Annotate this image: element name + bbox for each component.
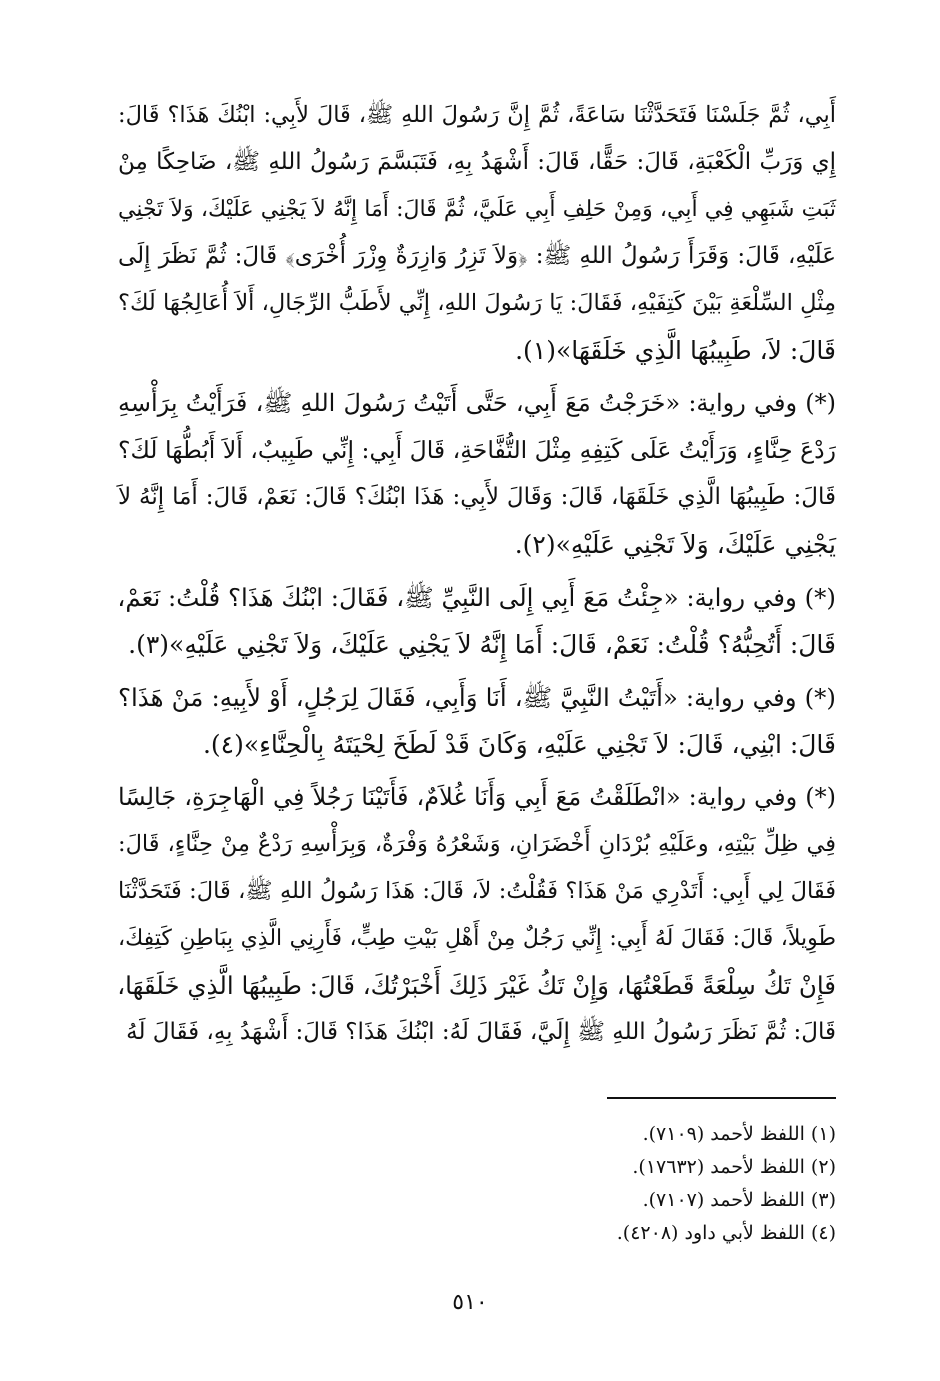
page-number: ٥١٠ [452,1290,488,1315]
text-line: قَالَ: ثُمَّ نَظَرَ رَسُولُ اللهِ ﷺ إِلَيَّ، فَقَالَ لَهُ: ابْنُكَ هَذَا؟ قَالَ: أَشْهَدُ بِهِ، فَقَالَ لَهُ [126,1019,836,1045]
text-line: قَالَ: أَتُحِبُّهُ؟ قُلْتُ: نَعَمْ، قَالَ: أَمَا إِنَّهُ لاَ يَجْنِي عَلَيْكَ، وَلاَ تَجْنِي عَلَيْهِ»(٣). [128,630,836,659]
footnote: (١) اللفظ لأحمد (٧١٠٩). [642,1123,836,1145]
footnote: (٤) اللفظ لأبي داود (٤٢٠٨). [616,1222,836,1244]
footnote-divider [607,1097,836,1099]
text-line: (*) وفي رواية: «أَتَيْتُ النَّبِيَّ ﷺ، أَنَا وَأَبِي، فَقَالَ لِرَجُلٍ، أَوْ لأَبِيهِ: مَنْ هَذَا؟ [118,683,836,712]
paragraph [118,674,836,768]
text-line: عَلَيْهِ، قَالَ: وَقَرَأَ رَسُولُ اللهِ ﷺ: ﴿وَلاَ تَزِرُ وَازِرَةٌ وِزْرَ أُخْرَى﴾ قَالَ: ثُمَّ نَظَرَ إِلَى [118,243,836,269]
text-line: فِي ظِلِّ بَيْتِهِ، وعَلَيْهِ بُرْدَانِ أَخْضَرَانِ، وَشَعْرُهُ وَفْرَةٌ، وَبِرَأْسِهِ رَدْعٌ مِنْ حِنَّاءٍ، قَالَ: [118,831,836,857]
footnote: (٢) اللفظ لأحمد (١٧٦٣٢). [632,1156,836,1178]
text-line: رَدْعَ حِنَّاءٍ، وَرَأَيْتُ عَلَى كَتِفِهِ مِثْلَ التُّفَّاحَةِ، قَالَ أَبِي: إِنِّي طَبِيبٌ، أَلاَ أَبُطُّهَا لَكَ؟ [118,436,836,464]
footnote: (٣) اللفظ لأحمد (٧١٠٧). [642,1189,836,1211]
main-text [118,92,836,1062]
text-line: ثَبَتِ شَبَهِي فِي أَبِي، وَمِنْ حَلِفِ أَبِي عَلَيَّ، ثُمَّ قَالَ: أَمَا إِنَّهُ لاَ يَجْنِي عَلَيْكَ، وَلاَ تَجْنِي [118,197,836,222]
text-line: طَوِيلاً، قَالَ: فَقَالَ لَهُ أَبِي: إِنِّي رَجُلٌ مِنْ أَهْلِ بَيْتِ طِبٍّ، فَأَرِنِي الَّذِي بِبَاطِنِ كَتِفِكَ، [118,926,836,951]
text-line: (*) وفي رواية: «جِئْتُ مَعَ أَبِي إِلَى النَّبِيِّ ﷺ، فَقَالَ: ابْنُكَ هَذَا؟ قُلْتُ: نَعَمْ، [117,583,836,612]
text-line: إِي وَرَبِّ الْكَعْبَةِ، قَالَ: حَقًّا، قَالَ: أَشْهَدُ بِهِ، فَتَبَسَّمَ رَسُولُ اللهِ ﷺ، ضَاحِكًا مِنْ [118,149,836,175]
text-line: فَقَالَ لِي أَبِي: أَتَدْرِي مَنْ هَذَا؟ فَقُلْتُ: لاَ، قَالَ: هَذَا رَسُولُ اللهِ ﷺ، قَالَ: فَتَحَدَّثْنَا [118,878,836,904]
text-line: مِثْلِ السِّلْعَةِ بَيْنَ كَتِفَيْهِ، فَقَالَ: يَا رَسُولَ اللهِ، إِنِّي لأَطَبُّ الرِّجَالِ، أَلاَ أُعَالِجُهَا لَكَ؟ [118,290,836,316]
paragraph [118,380,836,568]
paragraph [118,574,836,668]
text-line: (*) وفي رواية: «خَرَجْتُ مَعَ أَبِي، حَتَّى أَتَيْتُ رَسُولَ اللهِ ﷺ، فَرَأَيْتُ بِرَأْسِهِ [118,389,836,417]
text-line: فَإِنْ تَكُ سِلْعَةً قَطَعْتُهَا، وَإِنْ تَكُ غَيْرَ ذَلِكَ أَخْبَرْتُكَ، قَالَ: طَبِيبُهَا الَّذِي خَلَقَهَا، [117,971,836,1000]
footnotes [470,1118,836,1250]
text-line: قَالَ: لاَ، طَبِيبُهَا الَّذِي خَلَقَهَا»(١). [515,336,836,365]
text-line: يَجْنِي عَلَيْكَ، وَلاَ تَجْنِي عَلَيْهِ»(٢). [514,530,836,559]
text-line: أَبِي، ثُمَّ جَلَسْنَا فَتَحَدَّثْنَا سَاعَةً، ثُمَّ إِنَّ رَسُولَ اللهِ ﷺ، قَالَ لأَبِي: ابْنُكَ هَذَا؟ قَالَ: [118,102,836,128]
text-line: قَالَ: طَبِيبُهَا الَّذِي خَلَقَهَا، قَالَ: وَقَالَ لأَبِي: هَذَا ابْنُكَ؟ قَالَ: نَعَمْ، قَالَ: أَمَا إِنَّهُ لاَ [118,484,836,510]
paragraph [118,92,836,374]
text-line: قَالَ: ابْنِي، قَالَ: لاَ تَجْنِي عَلَيْهِ، وَكَانَ قَدْ لَطَخَ لِحْيَتَهُ بِالْحِنَّاءِ»(٤). [202,730,836,759]
text-line: (*) وفي رواية: «انْطَلَقْتُ مَعَ أَبِي وَأَنَا غُلاَمٌ، فَأَتَيْنَا رَجُلاً فِي الْهَاجِرَةِ، جَالِسًا [118,783,836,811]
paragraph [118,774,836,1056]
